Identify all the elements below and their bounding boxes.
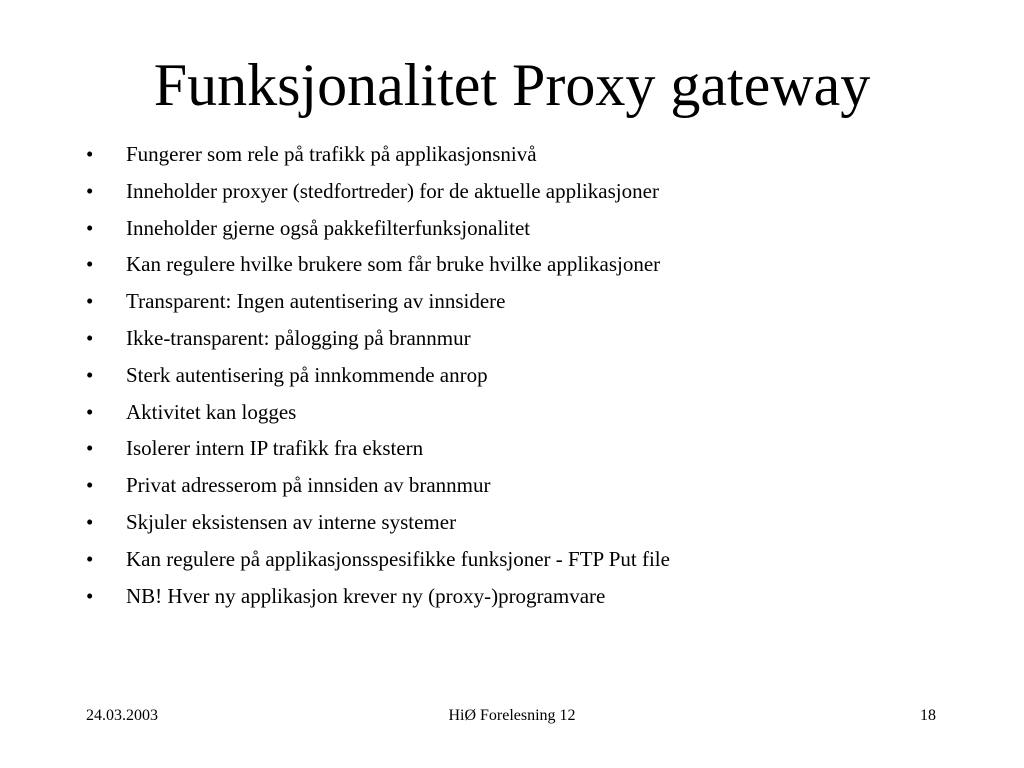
bullet-text: Inneholder proxyer (stedfortreder) for de aktuelle applikasjoner [126, 178, 659, 203]
bullet-item [86, 216, 670, 240]
slide-title: Funksjonalitet Proxy gateway [153, 52, 871, 118]
footer-title: HiØ Forelesning 12 [448, 707, 576, 724]
bullet-text: Transparent: Ingen autentisering av innsidere [126, 289, 506, 314]
bullet-icon: • [86, 436, 94, 461]
bullet-item [86, 363, 670, 387]
bullet-item [86, 289, 670, 313]
bullet-item [86, 252, 670, 276]
bullet-text: Kan regulere hvilke brukere som får bruke hvilke applikasjoner [126, 252, 661, 277]
bullet-icon: • [86, 362, 94, 387]
bullet-icon: • [86, 178, 94, 203]
bullet-item [86, 473, 670, 497]
bullet-item [86, 179, 670, 203]
bullet-text: NB! Hver ny applikasjon krever ny (proxy-)programvare [126, 583, 606, 608]
bullet-text: Privat adresserom på innsiden av brannmur [126, 473, 491, 498]
bullet-text: Isolerer intern IP trafikk fra ekstern [126, 436, 424, 461]
bullet-text: Aktivitet kan logges [126, 399, 297, 424]
bullet-text: Fungerer som rele på trafikk på applikasjonsnivå [126, 142, 537, 166]
footer-page-number: 18 [920, 707, 936, 724]
bullet-icon: • [86, 473, 94, 498]
bullet-text: Kan regulere på applikasjonsspesifikke funksjoner - FTP Put file [126, 546, 670, 571]
bullet-text: Skjuler eksistensen av interne systemer [126, 509, 457, 534]
bullet-icon: • [86, 289, 94, 314]
bullet-item [86, 142, 670, 166]
bullet-icon: • [86, 252, 94, 277]
bullet-icon: • [86, 325, 94, 350]
bullet-item [86, 547, 670, 571]
bullet-text: Sterk autentisering på innkommende anrop [126, 362, 488, 387]
bullet-list [86, 142, 670, 620]
bullet-icon: • [86, 546, 94, 571]
bullet-icon: • [86, 142, 94, 166]
bullet-text: Ikke-transparent: pålogging på brannmur [126, 325, 471, 350]
bullet-item [86, 510, 670, 534]
bullet-icon: • [86, 215, 94, 240]
bullet-icon: • [86, 399, 94, 424]
bullet-icon: • [86, 583, 94, 608]
bullet-item [86, 436, 670, 460]
bullet-icon: • [86, 509, 94, 534]
footer-date: 24.03.2003 [86, 707, 158, 724]
bullet-item [86, 326, 670, 350]
bullet-item [86, 400, 670, 424]
bullet-text: Inneholder gjerne også pakkefilterfunksjonalitet [126, 215, 531, 240]
bullet-item [86, 584, 670, 608]
